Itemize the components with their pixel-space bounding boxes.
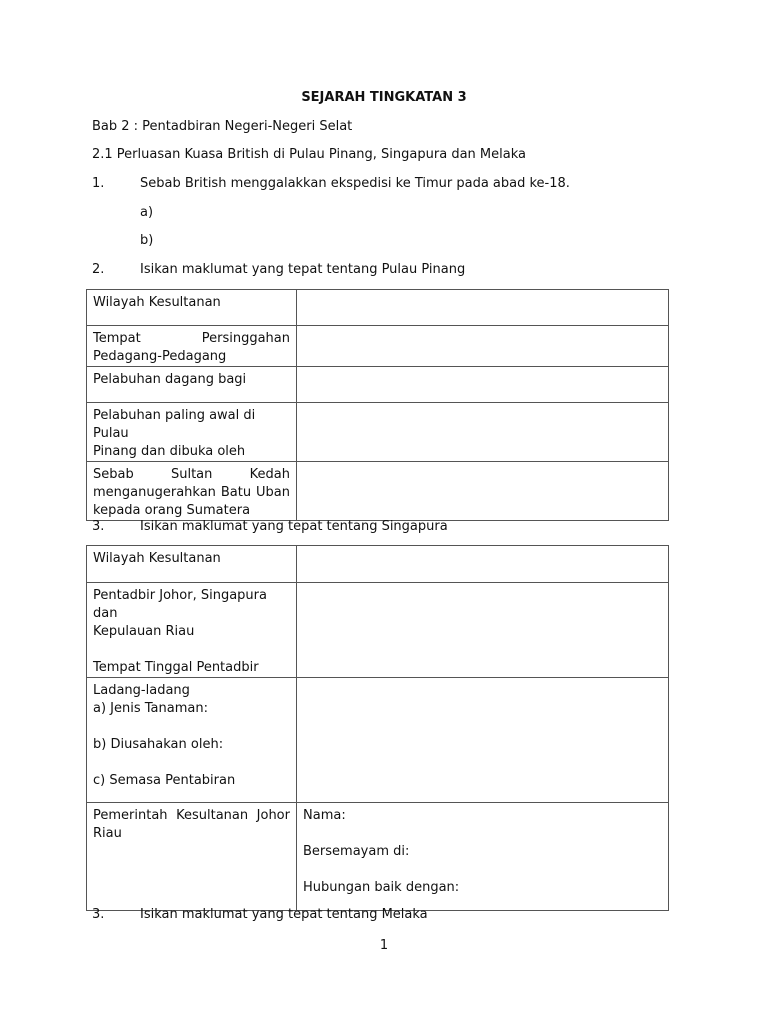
table-row [87,678,669,803]
q2-number: 2. [92,262,105,277]
table-row [87,583,669,678]
row-label: Pelabuhan dagang bagi [87,367,297,403]
answer-cell[interactable] [297,462,669,521]
q3-text: Isikan maklumat yang tepat tentang Singapura [140,519,448,534]
answer-cell[interactable] [297,290,669,326]
q1-number: 1. [92,176,105,191]
row-label: Wilayah Kesultanan [87,290,297,326]
chapter-heading: Bab 2 : Pentadbiran Negeri-Negeri Selat [92,119,353,134]
table-row [87,546,669,583]
q1-option-b: b) [140,233,154,248]
answer-cell[interactable] [297,546,669,583]
row-label: Wilayah Kesultanan [87,546,297,583]
table-row [87,367,669,403]
q3-number: 3. [92,519,105,534]
answer-cell[interactable] [297,367,669,403]
page-number: 1 [379,938,389,953]
row-label: Tempat Persinggahan Pedagang-Pedagang [87,326,297,367]
row-label: Sebab Sultan Kedah menganugerahkan Batu Uban kepada orang Sumatera [87,462,297,521]
bersemayam-label: Bersemayam di: [303,844,410,859]
row-label: Pentadbir Johor, Singapura dan Kepulauan Riau Tempat Tinggal Pentadbir [87,583,297,678]
pulau-pinang-table [86,289,669,521]
q4-text: Isikan maklumat yang tepat tentang Melaka [140,907,428,922]
table-row [87,462,669,521]
answer-cell[interactable] [297,678,669,803]
q4-number: 3. [92,907,105,922]
hubungan-label: Hubungan baik dengan: [303,880,460,895]
table-row [87,803,669,911]
page-title: SEJARAH TINGKATAN 3 [301,90,467,105]
row-label: Pemerintah Kesultanan Johor Riau [87,803,297,911]
singapura-table [86,545,669,911]
section-heading: 2.1 Perluasan Kuasa British di Pulau Pinang, Singapura dan Melaka [92,147,526,162]
q2-text: Isikan maklumat yang tepat tentang Pulau Pinang [140,262,466,277]
q1-text: Sebab British menggalakkan ekspedisi ke Timur pada abad ke-18. [140,176,570,191]
table-row [87,403,669,462]
table-row [87,290,669,326]
answer-cell[interactable] [297,803,669,911]
table-row [87,326,669,367]
nama-label: Nama: [303,808,346,823]
answer-cell[interactable] [297,583,669,678]
q1-option-a: a) [140,205,154,220]
row-label: Ladang-ladang a) Jenis Tanaman: b) Diusahakan oleh: c) Semasa Pentabiran [87,678,297,803]
answer-cell[interactable] [297,326,669,367]
answer-cell[interactable] [297,403,669,462]
row-label: Pelabuhan paling awal di Pulau Pinang dan dibuka oleh [87,403,297,462]
